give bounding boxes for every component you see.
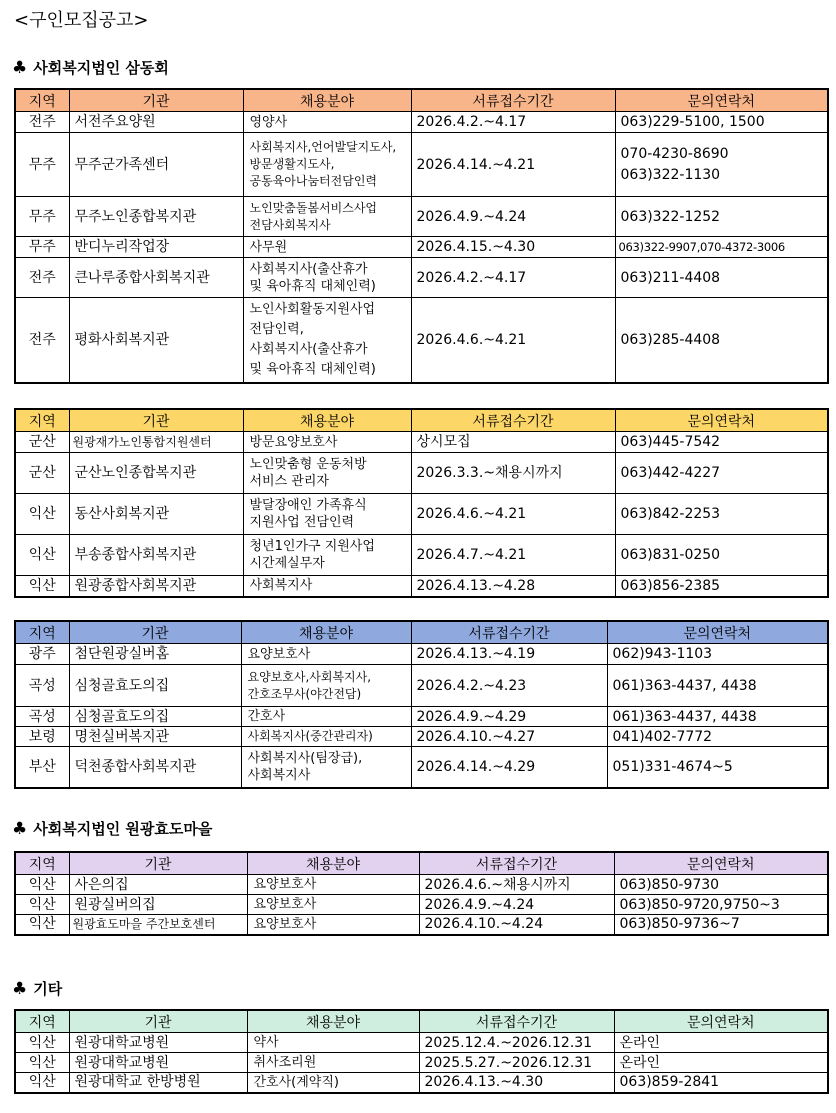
- region-cell: 익산: [15, 875, 69, 895]
- region-cell: 곡성: [15, 707, 69, 727]
- table-header-row: [15, 852, 828, 875]
- period-cell: 2026.4.13.~4.30: [419, 1073, 614, 1093]
- section-name: 기타: [33, 980, 63, 998]
- org-cell: 무주노인종합복지관: [69, 197, 243, 237]
- field-cell: 사회복지사(팀장급), 사회복지사: [241, 747, 411, 788]
- header-org: 기관: [69, 1010, 247, 1033]
- table-row: [15, 453, 828, 494]
- period-cell: 2026.4.6.~4.21: [411, 494, 615, 535]
- field-cell: 노인사회활동지원사업 전담인력, 사회복지사(출산휴가 및 육아휴직 대체인력): [243, 298, 411, 383]
- header-field: 채용분야: [243, 89, 411, 112]
- org-cell: 반디누리작업장: [69, 237, 243, 258]
- org-cell: 사은의집: [69, 875, 247, 895]
- field-cell: 약사: [247, 1033, 419, 1053]
- contact-cell: 063)842-2253: [615, 494, 828, 535]
- region-cell: 익산: [15, 576, 69, 597]
- period-cell: 2026.4.9.~4.24: [411, 197, 615, 237]
- region-cell: 익산: [15, 895, 69, 915]
- table-row: [15, 298, 828, 383]
- table-row: [15, 133, 828, 197]
- page-title: <구인모집공고>: [14, 10, 149, 31]
- period-cell: 2026.4.14.~4.21: [411, 133, 615, 197]
- period-cell: 2026.3.3.~채용시까지: [411, 453, 615, 494]
- table-row: [15, 1073, 828, 1093]
- table-row: [15, 112, 828, 133]
- header-region: 지역: [15, 409, 69, 432]
- header-region: 지역: [15, 1010, 69, 1033]
- contact-cell: 063)285-4408: [615, 298, 828, 383]
- table-row: [15, 895, 828, 915]
- club-icon: ♣: [12, 979, 28, 999]
- contact-cell: 061)363-4437, 4438: [607, 707, 828, 727]
- table-header-row: [15, 1010, 828, 1033]
- header-period: 서류접수기간: [411, 89, 615, 112]
- org-cell: 심청골효도의집: [69, 707, 241, 727]
- org-cell: 평화사회복지관: [69, 298, 243, 383]
- header-period: 서류접수기간: [419, 1010, 614, 1033]
- club-icon: ♣: [12, 58, 28, 78]
- header-org: 기관: [69, 621, 241, 644]
- field-cell: 노인맞춤형 운동처방 서비스 관리자: [243, 453, 411, 494]
- field-cell: 요양보호사: [247, 915, 419, 935]
- period-cell: 2026.4.10.~4.24: [419, 915, 614, 935]
- table-header-row: [15, 409, 828, 432]
- contact-cell: 063)445-7542: [615, 432, 828, 453]
- header-region: 지역: [15, 852, 69, 875]
- contact-cell: 063)856-2385: [615, 576, 828, 597]
- table-header-row: [15, 89, 828, 112]
- table-header-row: [15, 621, 828, 644]
- org-cell: 원광재가노인통합지원센터: [69, 432, 243, 453]
- org-cell: 원광대학교 한방병원: [69, 1073, 247, 1093]
- job-table-samdong-2: [14, 408, 829, 598]
- contact-cell: 063)850-9736~7: [614, 915, 828, 935]
- period-cell: 2026.4.10.~4.27: [411, 727, 607, 747]
- field-cell: 사회복지사: [243, 576, 411, 597]
- table-row: [15, 665, 828, 707]
- org-cell: 군산노인종합복지관: [69, 453, 243, 494]
- table-row: [15, 707, 828, 727]
- table-row: [15, 727, 828, 747]
- org-cell: 원광종합사회복지관: [69, 576, 243, 597]
- section-heading-other: [12, 978, 62, 999]
- field-cell: 사무원: [243, 237, 411, 258]
- period-cell: 2026.4.9.~4.24: [419, 895, 614, 915]
- period-cell: 2026.4.13.~4.28: [411, 576, 615, 597]
- contact-cell: 온라인: [614, 1033, 828, 1053]
- table-row: [15, 576, 828, 597]
- table-row: [15, 1033, 828, 1053]
- field-cell: 요양보호사: [247, 875, 419, 895]
- region-cell: 전주: [15, 298, 69, 383]
- header-field: 채용분야: [243, 409, 411, 432]
- section-heading-wonkwang-hyodo: [12, 818, 212, 839]
- section-name: 사회복지법인 삼동회: [33, 59, 169, 77]
- contact-cell: 063)850-9730: [614, 875, 828, 895]
- contact-cell: 온라인: [614, 1053, 828, 1073]
- region-cell: 익산: [15, 1053, 69, 1073]
- org-cell: 명천실버복지관: [69, 727, 241, 747]
- region-cell: 전주: [15, 112, 69, 133]
- section-name: 사회복지법인 원광효도마을: [33, 820, 213, 838]
- region-cell: 광주: [15, 644, 69, 665]
- period-cell: 2026.4.9.~4.29: [411, 707, 607, 727]
- field-cell: 영양사: [243, 112, 411, 133]
- section-heading-samdong: [12, 57, 169, 78]
- period-cell: 2026.4.14.~4.29: [411, 747, 607, 788]
- table-row: [15, 875, 828, 895]
- field-cell: 요양보호사: [241, 644, 411, 665]
- header-contact: 문의연락처: [615, 89, 828, 112]
- org-cell: 부송종합사회복지관: [69, 535, 243, 576]
- region-cell: 전주: [15, 258, 69, 298]
- period-cell: 2026.4.15.~4.30: [411, 237, 615, 258]
- org-cell: 원광실버의집: [69, 895, 247, 915]
- org-cell: 동산사회복지관: [69, 494, 243, 535]
- contact-cell: 041)402-7772: [607, 727, 828, 747]
- header-org: 기관: [69, 852, 247, 875]
- region-cell: 익산: [15, 494, 69, 535]
- field-cell: 요양보호사: [247, 895, 419, 915]
- job-table-samdong-1: [14, 88, 829, 384]
- contact-cell: 063)850-9720,9750~3: [614, 895, 828, 915]
- contact-cell: 063)322-9907,070-4372-3006: [615, 237, 828, 258]
- job-table-wonkwang-hyodo: [14, 851, 829, 936]
- period-cell: 2025.5.27.~2026.12.31: [419, 1053, 614, 1073]
- field-cell: 간호사: [241, 707, 411, 727]
- region-cell: 익산: [15, 1033, 69, 1053]
- period-cell: 2026.4.6.~4.21: [411, 298, 615, 383]
- field-cell: 노인맞춤돌봄서비스사업 전담사회복지사: [243, 197, 411, 237]
- field-cell: 발달장애인 가족휴식 지원사업 전담인력: [243, 494, 411, 535]
- field-cell: 요양보호사,사회복지사, 간호조무사(야간전담): [241, 665, 411, 707]
- table-row: [15, 197, 828, 237]
- region-cell: 보령: [15, 727, 69, 747]
- org-cell: 원광효도마을 주간보호센터: [69, 915, 247, 935]
- contact-cell: 063)211-4408: [615, 258, 828, 298]
- period-cell: 2026.4.2.~4.17: [411, 258, 615, 298]
- header-period: 서류접수기간: [411, 409, 615, 432]
- field-cell: 청년1인가구 지원사업 시간제실무자: [243, 535, 411, 576]
- period-cell: 상시모집: [411, 432, 615, 453]
- table-row: [15, 644, 828, 665]
- field-cell: 방문요양보호사: [243, 432, 411, 453]
- period-cell: 2026.4.2.~4.17: [411, 112, 615, 133]
- period-cell: 2026.4.6.~채용시까지: [419, 875, 614, 895]
- region-cell: 곡성: [15, 665, 69, 707]
- region-cell: 익산: [15, 535, 69, 576]
- job-table-other: [14, 1009, 829, 1094]
- table-row: [15, 237, 828, 258]
- header-period: 서류접수기간: [419, 852, 614, 875]
- table-row: [15, 747, 828, 788]
- period-cell: 2026.4.13.~4.19: [411, 644, 607, 665]
- header-region: 지역: [15, 621, 69, 644]
- org-cell: 큰나루종합사회복지관: [69, 258, 243, 298]
- org-cell: 덕천종합사회복지관: [69, 747, 241, 788]
- period-cell: 2026.4.7.~4.21: [411, 535, 615, 576]
- contact-cell: 063)859-2841: [614, 1073, 828, 1093]
- header-field: 채용분야: [247, 1010, 419, 1033]
- table-row: [15, 258, 828, 298]
- org-cell: 무주군가족센터: [69, 133, 243, 197]
- region-cell: 군산: [15, 453, 69, 494]
- header-contact: 문의연락처: [615, 409, 828, 432]
- org-cell: 서전주요양원: [69, 112, 243, 133]
- contact-cell: 061)363-4437, 4438: [607, 665, 828, 707]
- header-org: 기관: [69, 89, 243, 112]
- header-contact: 문의연락처: [607, 621, 828, 644]
- header-contact: 문의연락처: [614, 1010, 828, 1033]
- period-cell: 2026.4.2.~4.23: [411, 665, 607, 707]
- period-cell: 2025.12.4.~2026.12.31: [419, 1033, 614, 1053]
- contact-cell: 051)331-4674~5: [607, 747, 828, 788]
- header-field: 채용분야: [247, 852, 419, 875]
- table-row: [15, 494, 828, 535]
- region-cell: 무주: [15, 197, 69, 237]
- org-cell: 첨단원광실버홈: [69, 644, 241, 665]
- header-period: 서류접수기간: [411, 621, 607, 644]
- org-cell: 심청골효도의집: [69, 665, 241, 707]
- field-cell: 사회복지사(중간관리자): [241, 727, 411, 747]
- job-table-samdong-3: [14, 620, 829, 789]
- region-cell: 익산: [15, 915, 69, 935]
- field-cell: 간호사(계약직): [247, 1073, 419, 1093]
- field-cell: 사회복지사,언어발달지도사, 방문생활지도사, 공동육아나눔터전담인력: [243, 133, 411, 197]
- region-cell: 군산: [15, 432, 69, 453]
- contact-cell: 063)322-1252: [615, 197, 828, 237]
- header-field: 채용분야: [241, 621, 411, 644]
- club-icon: ♣: [12, 819, 28, 839]
- table-row: [15, 535, 828, 576]
- header-region: 지역: [15, 89, 69, 112]
- header-org: 기관: [69, 409, 243, 432]
- org-cell: 원광대학교병원: [69, 1053, 247, 1073]
- table-row: [15, 432, 828, 453]
- header-contact: 문의연락처: [614, 852, 828, 875]
- field-cell: 사회복지사(출산휴가 및 육아휴직 대체인력): [243, 258, 411, 298]
- contact-cell: 063)831-0250: [615, 535, 828, 576]
- contact-cell: 063)442-4227: [615, 453, 828, 494]
- field-cell: 취사조리원: [247, 1053, 419, 1073]
- org-cell: 원광대학교병원: [69, 1033, 247, 1053]
- contact-cell: 062)943-1103: [607, 644, 828, 665]
- region-cell: 무주: [15, 133, 69, 197]
- contact-cell: 063)229-5100, 1500: [615, 112, 828, 133]
- contact-cell: 070-4230-8690 063)322-1130: [615, 133, 828, 197]
- table-row: [15, 1053, 828, 1073]
- region-cell: 익산: [15, 1073, 69, 1093]
- region-cell: 무주: [15, 237, 69, 258]
- region-cell: 부산: [15, 747, 69, 788]
- table-row: [15, 915, 828, 935]
